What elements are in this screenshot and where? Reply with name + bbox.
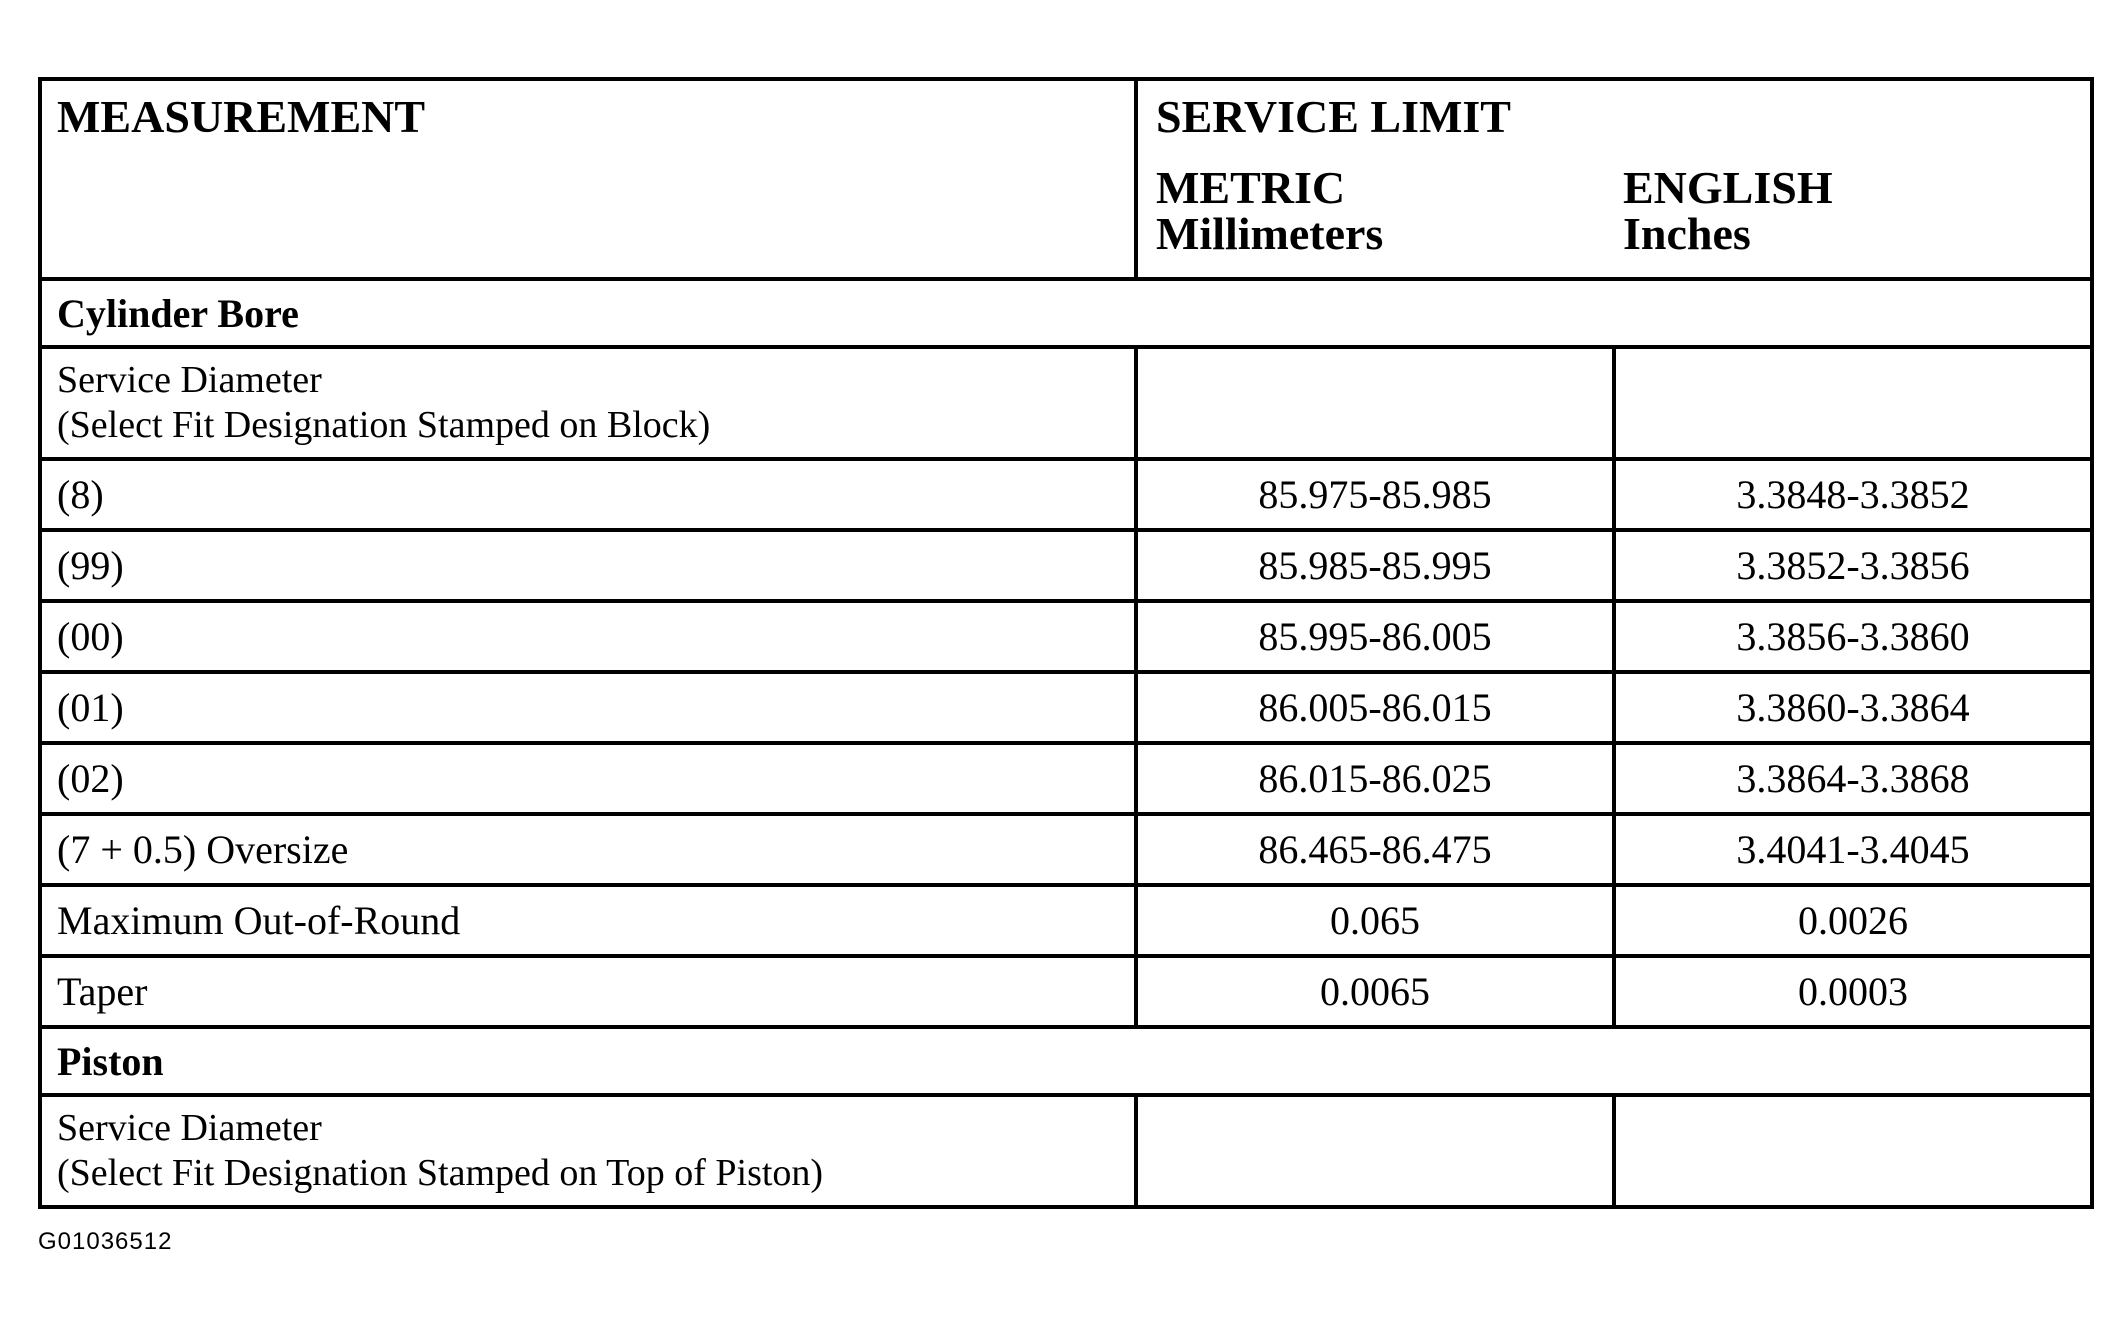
section-title: Piston (40, 1027, 2092, 1095)
service-diameter-line1: Service Diameter (57, 359, 322, 401)
section-row-piston (40, 1027, 2092, 1095)
empty-metric-cell (1136, 1095, 1614, 1207)
row-label: (00) (40, 601, 1136, 672)
english-label: ENGLISH (1623, 162, 1833, 213)
table-row (40, 743, 2092, 814)
english-value: 3.3852-3.3856 (1614, 530, 2092, 601)
unit-headers (1156, 162, 2090, 259)
section-title: Cylinder Bore (40, 279, 2092, 347)
metric-value: 0.0065 (1136, 956, 1614, 1027)
measurement-header (40, 79, 1136, 279)
service-diameter-line2: (Select Fit Designation Stamped on Block) (57, 404, 711, 446)
english-value: 3.3856-3.3860 (1614, 601, 2092, 672)
table-row (40, 459, 2092, 530)
table-row (40, 672, 2092, 743)
empty-metric-cell (1136, 347, 1614, 459)
service-diameter-line1: Service Diameter (57, 1107, 322, 1149)
service-limit-header (1136, 79, 2092, 279)
metric-value: 86.015-86.025 (1136, 743, 1614, 814)
service-limit-table (38, 77, 2094, 1209)
english-value: 0.0003 (1614, 956, 2092, 1027)
row-label: (8) (40, 459, 1136, 530)
table-row (40, 530, 2092, 601)
english-value: 3.3848-3.3852 (1614, 459, 2092, 530)
metric-value: 85.995-86.005 (1136, 601, 1614, 672)
metric-value: 85.985-85.995 (1136, 530, 1614, 601)
metric-value: 85.975-85.985 (1136, 459, 1614, 530)
figure-id: G01036512 (38, 1228, 173, 1255)
row-label: (01) (40, 672, 1136, 743)
service-diameter-label (40, 1095, 1136, 1207)
metric-value: 86.005-86.015 (1136, 672, 1614, 743)
empty-english-cell (1614, 347, 2092, 459)
service-diameter-row (40, 1095, 2092, 1207)
section-row-cylinder-bore (40, 279, 2092, 347)
metric-value: 86.465-86.475 (1136, 814, 1614, 885)
english-value: 0.0026 (1614, 885, 2092, 956)
english-value: 3.4041-3.4045 (1614, 814, 2092, 885)
english-unit-label: Inches (1623, 208, 1751, 259)
table-row (40, 601, 2092, 672)
service-diameter-row (40, 347, 2092, 459)
metric-unit-label: Millimeters (1156, 208, 1384, 259)
table-row (40, 956, 2092, 1027)
measurement-header-label: MEASUREMENT (57, 91, 426, 142)
empty-english-cell (1614, 1095, 2092, 1207)
metric-value: 0.065 (1136, 885, 1614, 956)
english-value: 3.3860-3.3864 (1614, 672, 2092, 743)
service-limit-header-label: SERVICE LIMIT (1156, 91, 1511, 142)
table-row (40, 885, 2092, 956)
row-label: Taper (40, 956, 1136, 1027)
english-value: 3.3864-3.3868 (1614, 743, 2092, 814)
english-header (1623, 162, 2090, 259)
row-label: (7 + 0.5) Oversize (40, 814, 1136, 885)
service-diameter-line2: (Select Fit Designation Stamped on Top of Piston) (57, 1152, 824, 1194)
metric-label: METRIC (1156, 162, 1346, 213)
table-header-row (40, 79, 2092, 279)
metric-header (1156, 162, 1623, 259)
row-label: (02) (40, 743, 1136, 814)
service-diameter-label (40, 347, 1136, 459)
table-row (40, 814, 2092, 885)
row-label: (99) (40, 530, 1136, 601)
row-label: Maximum Out-of-Round (40, 885, 1136, 956)
